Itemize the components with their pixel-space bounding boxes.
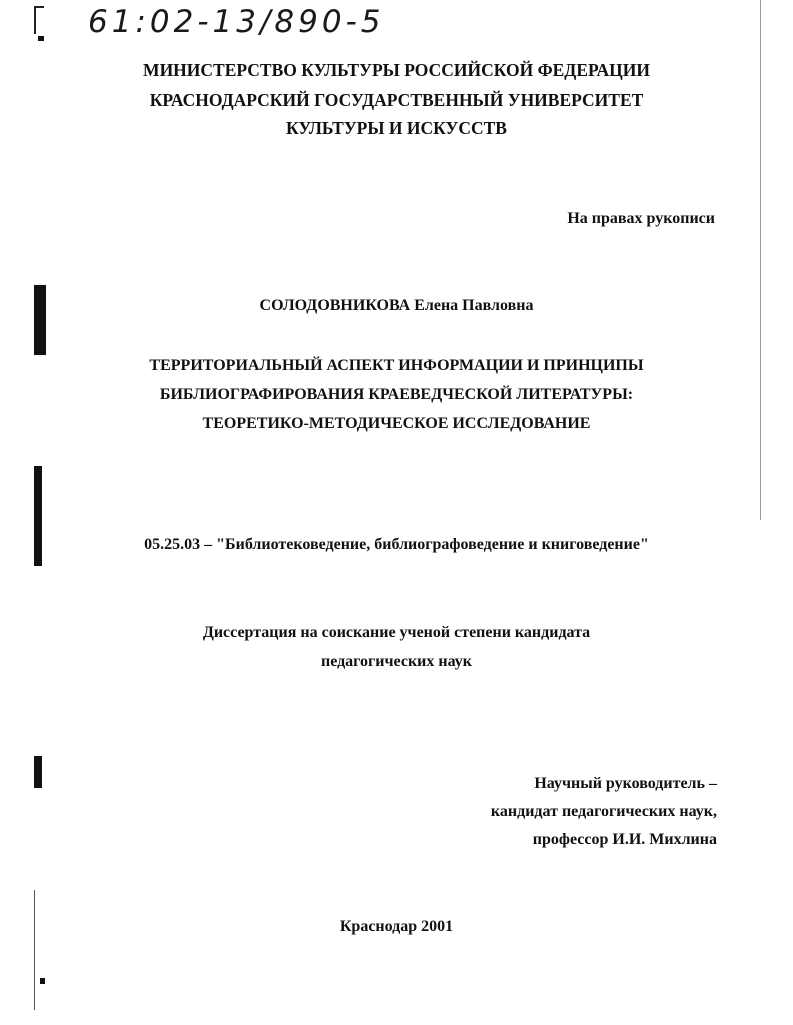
corner-bracket-mark xyxy=(34,6,36,34)
place-and-year: Краснодар 2001 xyxy=(339,918,454,935)
supervisor-line-2: кандидат педагогических наук, xyxy=(490,803,717,820)
margin-scan-artifact xyxy=(34,285,46,355)
university-line-2: КРАСНОДАРСКИЙ ГОСУДАРСТВЕННЫЙ УНИВЕРСИТЕТ xyxy=(149,90,644,110)
supervisor-line-1: Научный руководитель – xyxy=(534,775,717,792)
title-line-1: ТЕРРИТОРИАЛЬНЫЙ АСПЕКТ ИНФОРМАЦИИ И ПРИНЦИПЫ xyxy=(149,357,644,374)
dissertation-line-1: Диссертация на соискание ученой степени кандидата xyxy=(202,624,591,641)
supervisor-line-3: профессор И.И. Михлина xyxy=(532,831,717,848)
scan-mark xyxy=(38,36,44,41)
margin-scan-dot xyxy=(40,978,45,984)
university-line-3: КУЛЬТУРЫ И ИСКУССТВ xyxy=(286,118,507,138)
specialty-code: 05.25.03 – "Библиотековедение, библиографоведение и книговедение" xyxy=(144,536,649,553)
rights-note: На правах рукописи xyxy=(567,210,715,227)
margin-scan-artifact xyxy=(34,756,42,788)
ministry-line-1: МИНИСТЕРСТВО КУЛЬТУРЫ РОССИЙСКОЙ ФЕДЕРАЦИИ xyxy=(143,60,650,80)
archive-stamp: 61:02-13/890-5 xyxy=(88,4,385,40)
author-name: СОЛОДОВНИКОВА Елена Павловна xyxy=(259,297,534,314)
margin-scan-line xyxy=(34,890,35,1010)
dissertation-line-2: педагогических наук xyxy=(320,653,473,670)
title-line-2: БИБЛИОГРАФИРОВАНИЯ КРАЕВЕДЧЕСКОЙ ЛИТЕРАТУРЫ: xyxy=(159,386,634,403)
title-line-3: ТЕОРЕТИКО-МЕТОДИЧЕСКОЕ ИССЛЕДОВАНИЕ xyxy=(202,415,591,432)
corner-bracket-mark-top xyxy=(34,6,44,8)
